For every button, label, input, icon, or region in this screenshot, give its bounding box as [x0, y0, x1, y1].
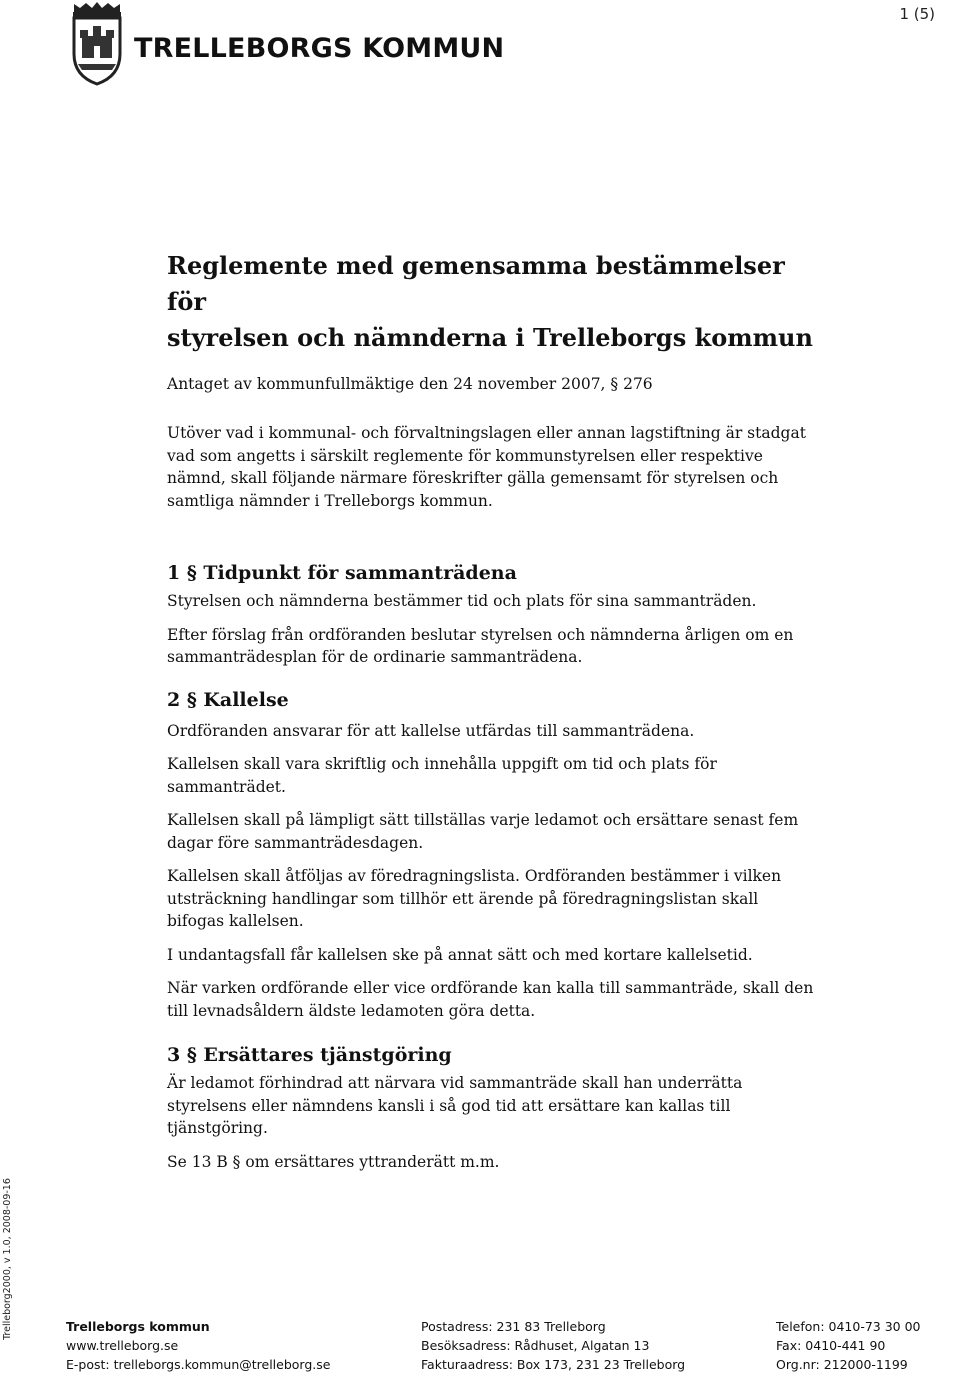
- page-number: 1 (5): [899, 5, 935, 23]
- footer-postal-address: Postadress: 231 83 Trelleborg: [421, 1319, 606, 1334]
- footer-column-organization: [66, 1317, 330, 1374]
- section-paragraph: Efter förslag från ordföranden beslutar styrelsen och nämnderna årligen om en sammanträdesplan för de ordinarie sammanträdena.: [167, 625, 794, 666]
- intro-paragraph: Utöver vad i kommunal- och förvaltningslagen eller annan lagstiftning är stadgat vad som angetts i särskilt reglemente för kommunstyrelsen eller respektive nämnd, skall följande närmare föreskrifter gälla gemensamt för styrelsen och samtliga nämnder i Trelleborgs kommun.: [167, 424, 806, 510]
- footer-column-contact: [776, 1317, 921, 1374]
- footer-website-link[interactable]: www.trelleborg.se: [66, 1338, 179, 1353]
- document-body: [167, 248, 817, 1173]
- section-paragraph: När varken ordförande eller vice ordförande kan kalla till sammanträde, skall den till levnadsåldern äldste ledamoten göra detta.: [167, 979, 814, 1020]
- section-heading: 3 § Ersättares tjänstgöring: [167, 1044, 452, 1066]
- footer-phone: Telefon: 0410-73 30 00: [776, 1319, 921, 1334]
- section-2: [167, 686, 817, 1023]
- section-paragraph: Kallelsen skall åtföljas av föredragningslista. Ordföranden bestämmer i vilken utsträckning handlingar som tillhör ett ärende på föredragningslistan skall bifogas kallelsen.: [167, 867, 782, 930]
- section-1: [167, 559, 817, 669]
- section-paragraph: Ordföranden ansvarar för att kallelse utfärdas till sammanträdena.: [167, 721, 695, 740]
- document-version-label: Trelleborg2000, v 1.0, 2008-09-16: [2, 1178, 13, 1340]
- footer-org-number: Org.nr: 212000-1199: [776, 1357, 908, 1372]
- footer-invoice-address: Fakturaadress: Box 173, 231 23 Trelleborg: [421, 1357, 686, 1372]
- section-paragraph: Kallelsen skall vara skriftlig och innehålla uppgift om tid och plats för sammanträdet.: [167, 755, 717, 796]
- footer-email-link[interactable]: E-post: trelleborgs.kommun@trelleborg.se: [66, 1357, 331, 1372]
- adoption-note: Antaget av kommunfullmäktige den 24 november 2007, § 276: [167, 375, 653, 393]
- section-heading: 2 § Kallelse: [167, 688, 289, 711]
- document-title-line1: Reglemente med gemensamma bestämmelser för: [167, 251, 785, 316]
- section-paragraph: Se 13 B § om ersättares yttranderätt m.m.: [167, 1152, 500, 1171]
- section-paragraph: Kallelsen skall på lämpligt sätt tillställas varje ledamot och ersättare senast fem dagar före sammanträdesdagen.: [167, 811, 799, 852]
- section-paragraph: Är ledamot förhindrad att närvara vid sammanträde skall han underrätta styrelsens eller nämndens kansli i så god tid att ersättare kan kallas till tjänstgöring.: [167, 1074, 743, 1137]
- brand-name: TRELLEBORGS KOMMUN: [134, 33, 505, 64]
- footer-column-addresses: [421, 1317, 685, 1374]
- letterhead: [64, 0, 505, 92]
- footer-org-name: Trelleborgs kommun: [66, 1319, 210, 1334]
- section-heading: 1 § Tidpunkt för sammanträdena: [167, 562, 517, 584]
- coat-of-arms-icon: [68, 2, 126, 86]
- footer-visiting-address: Besöksadress: Rådhuset, Algatan 13: [421, 1338, 650, 1353]
- document-title-line2: styrelsen och nämnderna i Trelleborgs kommun: [167, 323, 813, 352]
- section-3: [167, 1041, 817, 1173]
- footer-fax: Fax: 0410-441 90: [776, 1338, 886, 1353]
- section-paragraph: I undantagsfall får kallelsen ske på annat sätt och med kortare kallelsetid.: [167, 945, 753, 964]
- section-paragraph: Styrelsen och nämnderna bestämmer tid och plats för sina sammanträden.: [167, 592, 757, 610]
- document-title: [167, 248, 817, 356]
